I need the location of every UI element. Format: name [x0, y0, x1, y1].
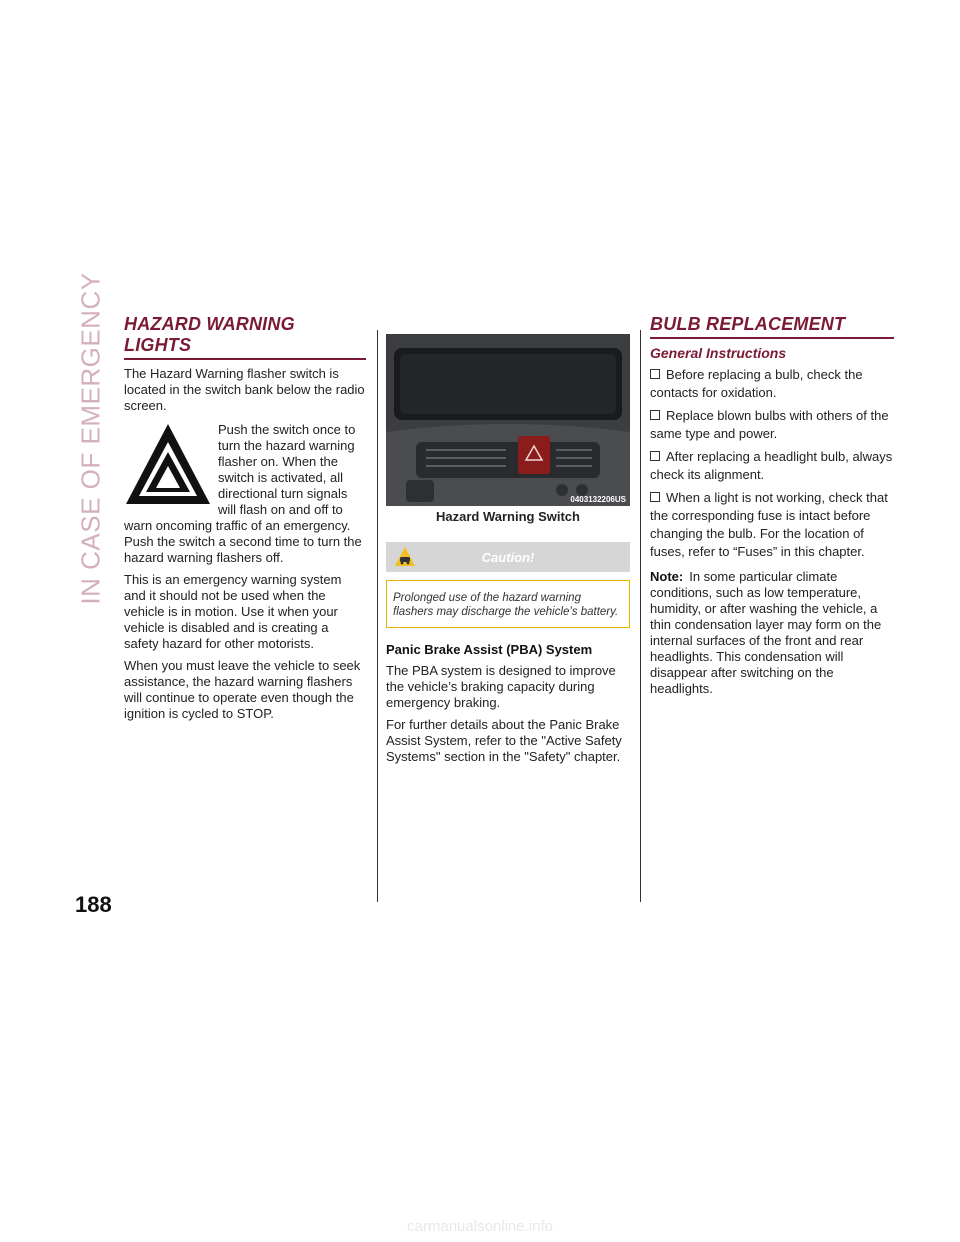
hazard-paragraph-operation: Push the switch once to turn the hazard warning flasher on. When the switch is activated, all directional turn signals will flash on and off to warn oncoming traffic of an emergency. Push the switch a second time to turn the hazard warning flashers off. [124, 422, 362, 565]
chapter-side-tab [75, 271, 106, 605]
checkbox-bullet-icon [650, 492, 660, 502]
checkbox-bullet-icon [650, 451, 660, 461]
list-item: Replace blown bulbs with others of the same type and power. [650, 408, 889, 441]
bulb-replacement-column [650, 314, 894, 697]
list-item: When a light is not working, check that the corresponding fuse is intact before changing the bulb. For the location of fuses, refer to “Fuses” in this chapter. [650, 490, 888, 559]
section-title: BULB REPLACEMENT [650, 314, 894, 339]
subsection-title: General Instructions [650, 345, 787, 361]
hazard-switch-photo [386, 334, 630, 506]
page-number: 188 [75, 892, 112, 917]
note-text: In some particular climate conditions, such as low temperature, humidity, or after washing the vehicle, a thin condensation layer may form on the internal surfaces of the front and rear headlights. This condensation will disappear after switching on the headlights. [650, 569, 882, 696]
section-title: HAZARD WARNING LIGHTS [124, 314, 366, 360]
chapter-side-tab-label: IN CASE OF EMERGENCY [75, 271, 106, 605]
hazard-paragraph-leave-vehicle: When you must leave the vehicle to seek assistance, the hazard warning flashers will continue to operate even though the ignition is cycled to STOP. [124, 658, 361, 721]
pba-title: Panic Brake Assist (PBA) System [386, 642, 593, 657]
caution-label: Caution! [481, 549, 535, 565]
caution-header [386, 542, 630, 572]
hazard-paragraph-usage: This is an emergency warning system and it should not be used when the vehicle is in motion. Use it when your vehicle is disabled and is creating a safety hazard for other motorists. [124, 572, 342, 651]
note-paragraph [650, 569, 894, 697]
caution-car-icon [394, 546, 416, 568]
caution-text: Prolonged use of the hazard warning flashers may discharge the vehicle’s battery. [386, 580, 630, 628]
list-item: After replacing a headlight bulb, always check its alignment. [650, 449, 893, 482]
hazard-switch-column [386, 314, 630, 765]
list-item: Before replacing a bulb, check the contacts for oxidation. [650, 367, 863, 400]
pba-paragraph-reference: For further details about the Panic Brake Assist System, refer to the "Active Safety Systems" section in the "Safety" chapter. [386, 717, 622, 764]
column-divider [640, 330, 641, 902]
checkbox-bullet-icon [650, 410, 660, 420]
pba-paragraph-description: The PBA system is designed to improve the vehicle’s braking capacity during emergency braking. [386, 663, 616, 710]
hazard-warning-column [124, 314, 366, 722]
note-label: Note: [650, 569, 684, 584]
hazard-triangle-icon [124, 422, 212, 508]
checkbox-bullet-icon [650, 369, 660, 379]
photo-caption: Hazard Warning Switch [436, 509, 580, 524]
column-divider [377, 330, 378, 902]
watermark: carmanualsonline.info [407, 1218, 553, 1235]
photo-reference-id: 0403132206US [570, 495, 626, 504]
hazard-paragraph-location: The Hazard Warning flasher switch is located in the switch bank below the radio screen. [124, 366, 365, 413]
